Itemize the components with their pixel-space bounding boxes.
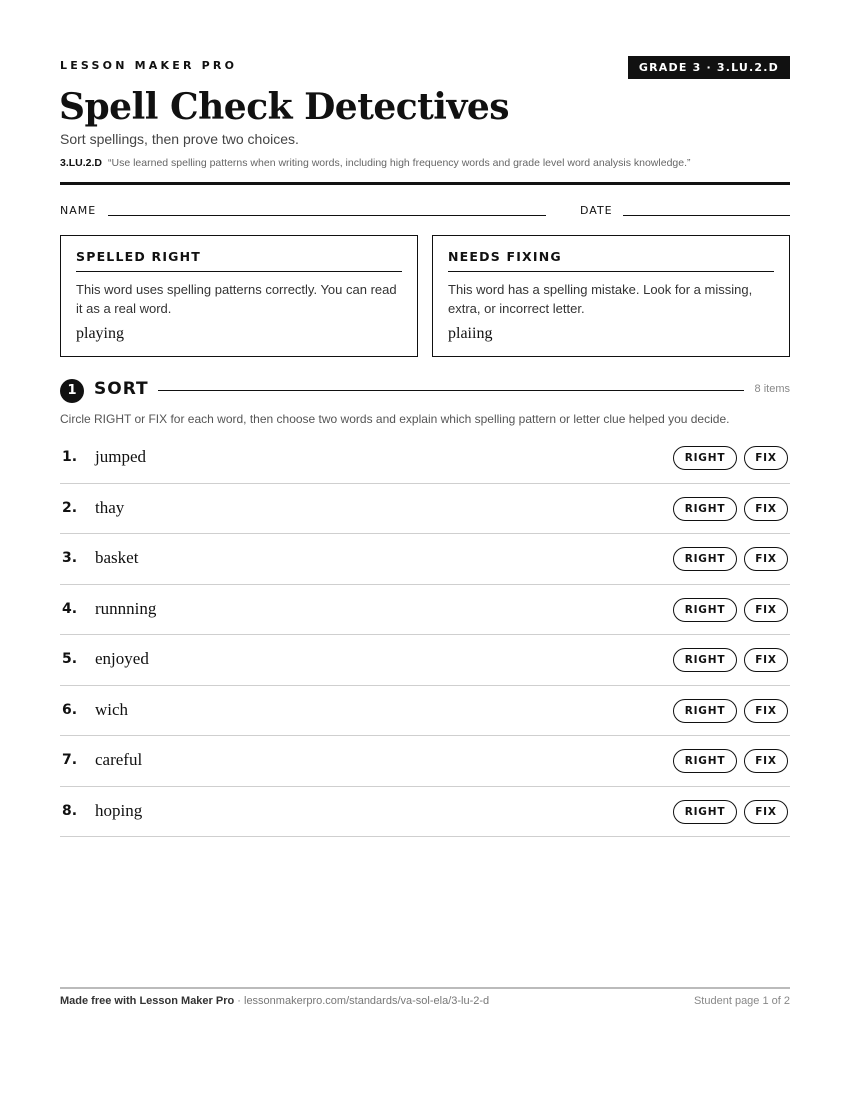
item-number: 5. bbox=[62, 651, 78, 667]
item-count: 8 items bbox=[754, 383, 790, 395]
item-word: basket bbox=[95, 548, 139, 567]
right-choice-button[interactable]: RIGHT bbox=[673, 648, 737, 672]
item-word: jumped bbox=[95, 447, 146, 466]
fix-choice-button[interactable]: FIX bbox=[744, 547, 788, 571]
date-field[interactable] bbox=[623, 215, 790, 216]
item-number: 1. bbox=[62, 449, 78, 465]
fix-choice-button[interactable]: FIX bbox=[744, 446, 788, 470]
section-number-badge: 1 bbox=[60, 379, 84, 403]
word-row bbox=[60, 787, 790, 838]
right-choice-button[interactable]: RIGHT bbox=[673, 598, 737, 622]
fix-choice-button[interactable]: FIX bbox=[744, 598, 788, 622]
item-word: enjoyed bbox=[95, 649, 149, 668]
fix-choice-button[interactable]: FIX bbox=[744, 699, 788, 723]
spelled-right-example: playing bbox=[76, 325, 124, 342]
sort-instructions: Circle RIGHT or FIX for each word, then choose two words and explain which spelling pattern or letter clue helped you decide. bbox=[60, 412, 730, 426]
date-label: DATE bbox=[580, 204, 613, 217]
fix-choice-button[interactable]: FIX bbox=[744, 648, 788, 672]
section-divider bbox=[158, 390, 744, 391]
spelled-right-heading: SPELLED RIGHT bbox=[76, 249, 402, 272]
footer-credit bbox=[60, 995, 489, 1007]
needs-fixing-description: This word has a spelling mistake. Look for a missing, extra, or incorrect letter. bbox=[448, 282, 753, 316]
item-number: 7. bbox=[62, 752, 78, 768]
item-number: 6. bbox=[62, 701, 78, 718]
top-bar bbox=[60, 56, 790, 80]
sort-section-header bbox=[60, 377, 790, 403]
fix-choice-button[interactable]: FIX bbox=[744, 497, 788, 521]
page-title: Spell Check Detectives bbox=[59, 86, 510, 128]
footer-divider bbox=[60, 987, 790, 989]
item-number: 8. bbox=[62, 802, 78, 819]
right-choice-button[interactable]: RIGHT bbox=[673, 446, 737, 470]
word-row bbox=[60, 433, 790, 484]
name-field[interactable] bbox=[108, 215, 546, 216]
fix-choice-button[interactable]: FIX bbox=[744, 800, 788, 824]
standard-text: “Use learned spelling patterns when writing words, including high frequency words and grade level word analysis knowledge.” bbox=[108, 157, 691, 169]
header-divider bbox=[60, 182, 790, 185]
spelled-right-description: This word uses spelling patterns correctly. You can read it as a real word. bbox=[76, 282, 397, 316]
item-word: careful bbox=[95, 750, 143, 769]
worksheet-page bbox=[60, 0, 790, 1100]
name-date-row bbox=[60, 203, 790, 219]
right-choice-button[interactable]: RIGHT bbox=[673, 800, 737, 824]
word-list bbox=[60, 433, 790, 837]
item-word: wich bbox=[95, 699, 129, 719]
page-subtitle: Sort spellings, then prove two choices. bbox=[60, 131, 299, 147]
footer-brand: Made free with Lesson Maker Pro bbox=[60, 995, 235, 1007]
needs-fixing-heading: NEEDS FIXING bbox=[448, 249, 774, 272]
right-choice-button[interactable]: RIGHT bbox=[673, 749, 737, 773]
fix-choice-button[interactable]: FIX bbox=[744, 749, 788, 773]
item-number: 3. bbox=[62, 550, 78, 566]
standard-line bbox=[60, 157, 691, 169]
name-label: NAME bbox=[60, 204, 97, 217]
word-row bbox=[60, 686, 790, 737]
right-choice-button[interactable]: RIGHT bbox=[673, 699, 737, 723]
section-title: SORT bbox=[94, 379, 149, 399]
item-word: runnning bbox=[95, 598, 157, 618]
brand-name: LESSON MAKER PRO bbox=[60, 59, 238, 72]
needs-fixing-example: plaiing bbox=[448, 325, 493, 342]
item-number: 4. bbox=[62, 600, 78, 617]
word-row bbox=[60, 736, 790, 787]
item-word: thay bbox=[95, 497, 125, 517]
grade-badge: GRADE 3 · 3.LU.2.D bbox=[628, 56, 790, 79]
right-choice-button[interactable]: RIGHT bbox=[673, 547, 737, 571]
standard-code: 3.LU.2.D bbox=[60, 157, 103, 169]
item-word: hoping bbox=[95, 800, 143, 820]
right-choice-button[interactable]: RIGHT bbox=[673, 497, 737, 521]
word-row bbox=[60, 484, 790, 535]
word-row bbox=[60, 534, 790, 585]
footer-url[interactable]: · lessonmakerpro.com/standards/va-sol-ela/3-lu-2-d bbox=[234, 995, 490, 1007]
spelled-right-card bbox=[60, 235, 418, 357]
item-number: 2. bbox=[62, 499, 78, 516]
word-row bbox=[60, 585, 790, 636]
page-indicator: Student page 1 of 2 bbox=[693, 995, 790, 1007]
needs-fixing-card bbox=[432, 235, 790, 357]
word-row bbox=[60, 635, 790, 686]
